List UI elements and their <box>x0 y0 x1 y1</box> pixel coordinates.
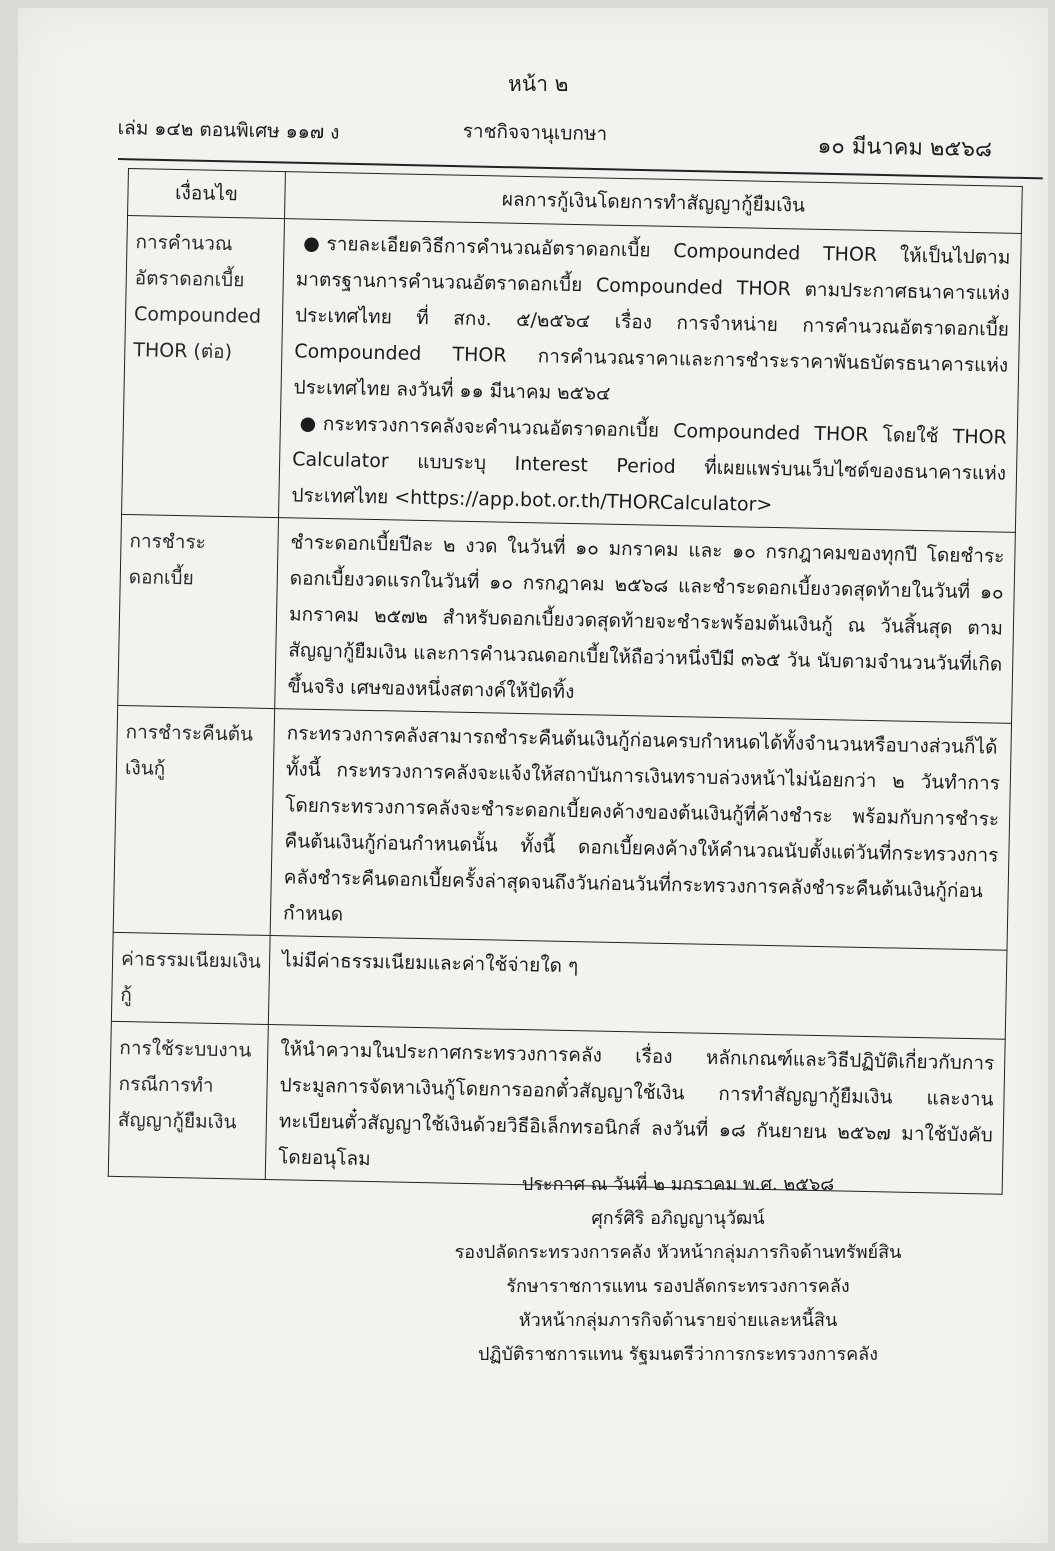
gazette-name: ราชกิจจานุเบกษา <box>462 120 608 146</box>
page-number: หน้า ๒ <box>508 72 569 96</box>
row-result: กระทรวงการคลังสามารถชำระคืนต้นเงินกู้ก่อนครบกำหนดได้ทั้งจำนวนหรือบางส่วนก็ได้ ทั้งนี้ กระทรวงการคลังจะแจ้งให้สถาบันการเงินทราบล่วงหน้าไม่น้อยกว่า ๒ วันทำการ โดยกระทรวงการคลังจะชำระดอกเบี้ยคงค้างของต้นเงินกู้ที่ค้างชำระ พร้อมกับการชำระคืนต้นเงินกู้ก่อนกำหนดนั้น ทั้งนี้ ดอกเบี้ยคงค้างให้คำนวณนับตั้งแต่วันที่กระทรวงการคลังชำระคืนดอกเบี้ยครั้งล่าสุดจนถึงวันก่อนวันที่กระทรวงการคลังชำระคืนต้นเงินกู้ก่อนกำหนด <box>270 709 1011 951</box>
result-text: กระทรวงการคลังจะคำนวณอัตราดอกเบี้ย Compounded THOR โดยใช้ THOR Calculator แบบระบุ Interest Period ที่เผยแพร่บนเว็บไซต์ของธนาคารแห่งประเทศไทย <https://app.bot.or.th/THORCalculator> <box>291 412 1007 516</box>
row-condition: การใช้ระบบงานกรณีการทำสัญญากู้ยืมเงิน <box>108 1021 268 1179</box>
conditions-table <box>108 168 1023 1195</box>
row-condition: การชำระคืนต้นเงินกู้ <box>113 705 275 935</box>
signatory-position: รองปลัดกระทรวงการคลัง หัวหน้ากลุ่มภารกิจด้านทรัพย์สิน <box>454 1242 902 1263</box>
gazette-header <box>117 113 1023 163</box>
signatory-position: รักษาราชการแทน รองปลัดกระทรวงการคลัง <box>506 1276 850 1297</box>
signatory-position: ปฏิบัติราชการแทน รัฐมนตรีว่าการกระทรวงการคลัง <box>478 1344 878 1365</box>
row-result: ไม่มีค่าธรรมเนียมและค่าใช้จ่ายใด ๆ <box>268 936 1007 1040</box>
column-header-condition: เงื่อนไข <box>128 169 286 219</box>
table-row <box>118 514 1016 723</box>
issue-date: ๑๐ มีนาคม ๒๕๖๘ <box>817 133 993 163</box>
result-paragraph <box>293 225 1010 419</box>
conditions-table-wrapper <box>108 168 1028 1195</box>
announcement-date: ประกาศ ณ วันที่ ๒ มกราคม พ.ศ. ๒๕๖๘ <box>521 1174 835 1195</box>
signature-block <box>418 1168 938 1372</box>
result-text: รายละเอียดวิธีการคำนวณอัตราดอกเบี้ย Compounded THOR ให้เป็นไปตามมาตรฐานการคำนวณอัตราดอกเบี้ย Compounded THOR ตามประกาศธนาคารแห่งประเทศไทย ที่ สกง. ๕/๒๕๖๔ เรื่อง การจำหน่าย การคำนวณอัตราดอกเบี้ย Compounded THOR การคำนวณราคาและการชำระราคาพันธบัตรธนาคารแห่งประเทศไทย ลงวันที่ ๑๑ มีนาคม ๒๕๖๔ <box>293 233 1011 405</box>
row-result <box>279 219 1022 533</box>
row-condition: ค่าธรรมเนียมเงินกู้ <box>111 932 270 1024</box>
table-row <box>113 705 1011 950</box>
gazette-page <box>18 8 1048 1543</box>
volume-issue: เล่ม ๑๔๒ ตอนพิเศษ ๑๑๗ ง <box>117 116 340 144</box>
signatory-name: ศุกร์ศิริ อภิญญานุวัฒน์ <box>591 1208 765 1229</box>
result-paragraph <box>291 405 1007 527</box>
signatory-position: หัวหน้ากลุ่มภารกิจด้านรายจ่ายและหนี้สิน <box>518 1310 838 1331</box>
table-row <box>122 216 1022 533</box>
row-condition: การชำระดอกเบี้ย <box>118 514 279 708</box>
bullet-icon: ● <box>299 412 317 435</box>
bullet-icon: ● <box>303 232 321 255</box>
row-result: ให้นำความในประกาศกระทรวงการคลัง เรื่อง หลักเกณฑ์และวิธีปฏิบัติเกี่ยวกับการประมูลการจัดหาเงินกู้โดยการออกตั๋วสัญญาใช้เงิน การทำสัญญากู้ยืมเงิน และงานทะเบียนตั๋วสัญญาใช้เงินด้วยวิธีอิเล็กทรอนิกส์ ลงวันที่ ๑๘ กันยายน ๒๕๖๗ มาใช้บังคับโดยอนุโลม <box>265 1024 1005 1194</box>
row-result: ชำระดอกเบี้ยปีละ ๒ งวด ในวันที่ ๑๐ มกราคม และ ๑๐ กรกฎาคมของทุกปี โดยชำระดอกเบี้ยงวดแรกในวันที่ ๑๐ กรกฎาคม ๒๕๖๘ และชำระดอกเบี้ยงวดสุดท้ายในวันที่ ๑๐ มกราคม ๒๕๗๒ สำหรับดอกเบี้ยงวดสุดท้ายจะชำระพร้อมต้นเงินกู้ ณ วันสิ้นสุด ตามสัญญากู้ยืมเงิน และการคำนวณดอกเบี้ยให้ถือว่าหนึ่งปีมี ๓๖๕ วัน นับตามจำนวนวันที่เกิดขึ้นจริง เศษของหนึ่งสตางค์ให้ปัดทิ้ง <box>275 518 1016 724</box>
column-header-result: ผลการกู้เงินโดยการทำสัญญากู้ยืมเงิน <box>285 172 1023 234</box>
row-condition: การคำนวณอัตราดอกเบี้ย Compounded THOR (ต่อ) <box>122 216 285 518</box>
